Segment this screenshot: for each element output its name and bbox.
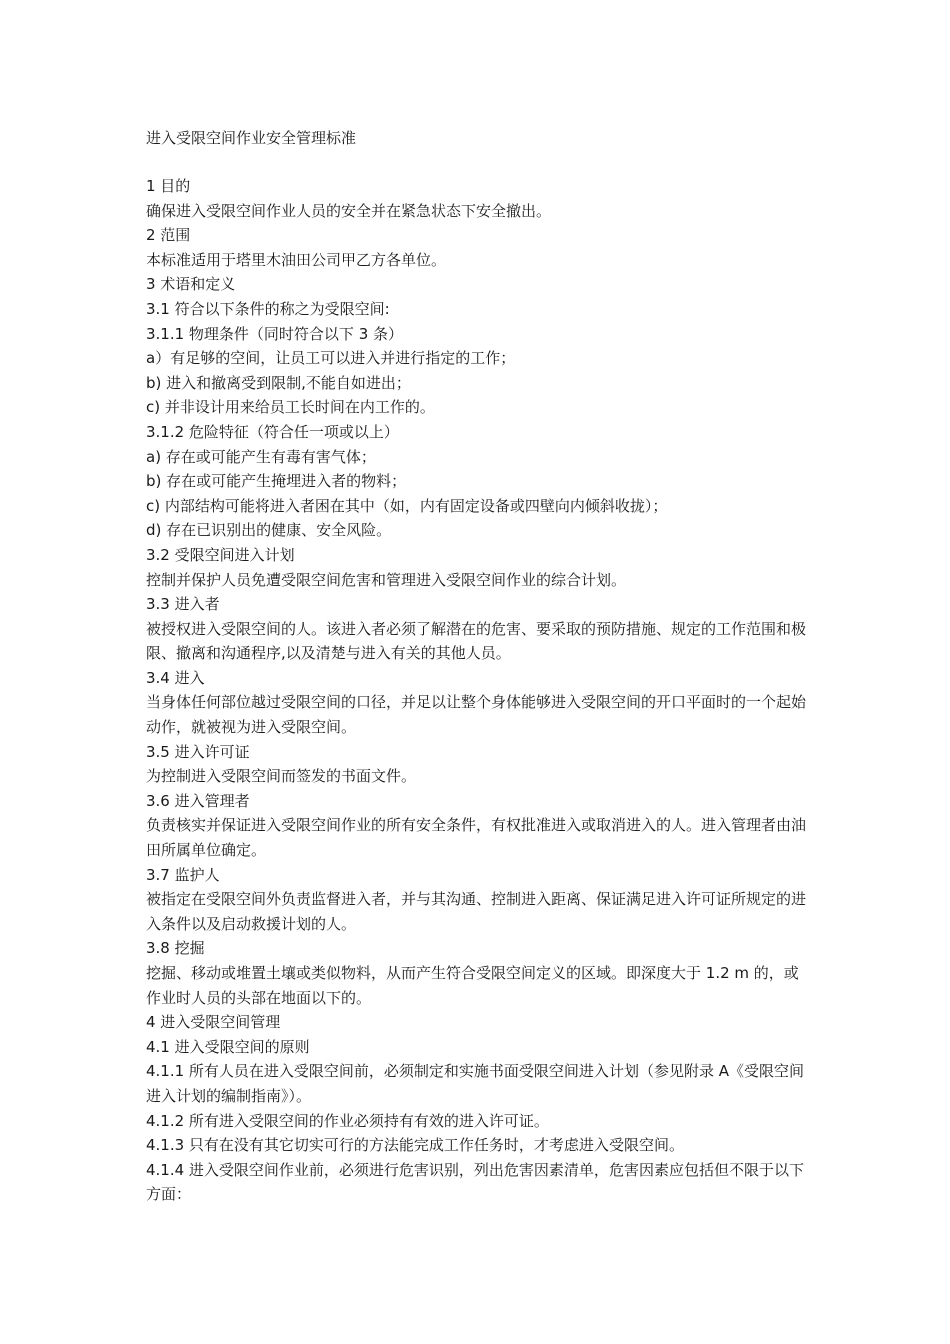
paragraph-30: 4.1 进入受限空间的原则 (146, 1037, 310, 1056)
paragraph-12: b) 存在或可能产生掩埋进入者的物料； (146, 472, 407, 491)
paragraph-18: 被授权进入受限空间的人。该进入者必须了解潜在的危害、要采取的预防措施、规定的工作范围和极限、撤离和沟通程序,以及清楚与进入有关的其他人员。 (146, 619, 807, 663)
paragraph-22: 为控制进入受限空间而签发的书面文件。 (146, 767, 417, 786)
paragraph-29: 4 进入受限空间管理 (146, 1013, 281, 1032)
paragraph-2: 2 范围 (146, 226, 191, 245)
paragraph-24: 负责核实并保证进入受限空间作业的所有安全条件，有权批准进入或取消进入的人。进入管理者由油田所属单位确定。 (146, 816, 807, 860)
paragraph-20: 当身体任何部位越过受限空间的口径，并足以让整个身体能够进入受限空间的开口平面时的一个起始动作，就被视为进入受限空间。 (146, 693, 807, 737)
paragraph-8: b) 进入和撤离受到限制,不能自如进出； (146, 373, 411, 392)
paragraph-23: 3.6 进入管理者 (146, 791, 250, 810)
paragraph-34: 4.1.4 进入受限空间作业前，必须进行危害识别，列出危害因素清单，危害因素应包括但不限于以下方面： (146, 1160, 804, 1204)
paragraph-26: 被指定在受限空间外负责监督进入者，并与其沟通、控制进入距离、保证满足进入许可证所规定的进入条件以及启动救援计划的人。 (146, 890, 807, 933)
document-title: 进入受限空间作业安全管理标准 (146, 129, 357, 147)
paragraph-13: c) 内部结构可能将进入者困在其中（如，内有固定设备或四壁向内倾斜收拢）； (146, 496, 668, 515)
paragraph-10: 3.1.2 危险特征（符合任一项或以上） (146, 422, 399, 441)
paragraph-19: 3.4 进入 (146, 668, 205, 687)
paragraph-25: 3.7 监护人 (146, 865, 220, 884)
paragraph-32: 4.1.2 所有进入受限空间的作业必须持有有效的进入许可证。 (146, 1111, 549, 1130)
paragraph-5: 3.1 符合以下条件的称之为受限空间: (146, 299, 390, 318)
paragraph-3: 本标准适用于塔里木油田公司甲乙方各单位。 (146, 250, 447, 269)
paragraph-16: 控制并保护人员免遭受限空间危害和管理进入受限空间作业的综合计划。 (146, 570, 627, 589)
paragraph-31: 4.1.1 所有人员在进入受限空间前，必须制定和实施书面受限空间进入计划（参见附录 A《受限空间进入计划的编制指南》）。 (146, 1062, 804, 1105)
paragraph-6: 3.1.1 物理条件（同时符合以下 3 条） (146, 324, 404, 343)
paragraph-0: 1 目的 (146, 177, 191, 195)
paragraph-27: 3.8 挖掘 (146, 939, 205, 958)
paragraph-33: 4.1.3 只有在没有其它切实可行的方法能完成工作任务时，才考虑进入受限空间。 (146, 1136, 684, 1155)
paragraph-7: a）有足够的空间，让员工可以进入并进行指定的工作； (146, 349, 516, 368)
paragraph-28: 挖掘、移动或堆置土壤或类似物料，从而产生符合受限空间定义的区域。即深度大于 1.2 m 的，或作业时人员的头部在地面以下的。 (146, 964, 799, 1007)
paragraph-17: 3.3 进入者 (146, 595, 220, 614)
paragraph-4: 3 术语和定义 (146, 275, 236, 294)
paragraph-1: 确保进入受限空间作业人员的安全并在紧急状态下安全撤出。 (146, 201, 552, 220)
paragraph-11: a) 存在或可能产生有毒有害气体； (146, 447, 376, 466)
paragraph-9: c) 并非设计用来给员工长时间在内工作的。 (146, 398, 435, 417)
paragraph-15: 3.2 受限空间进入计划 (146, 545, 295, 564)
paragraph-14: d) 存在已识别出的健康、安全风险。 (146, 521, 392, 540)
document-body (146, 174, 808, 1207)
paragraph-21: 3.5 进入许可证 (146, 742, 250, 761)
